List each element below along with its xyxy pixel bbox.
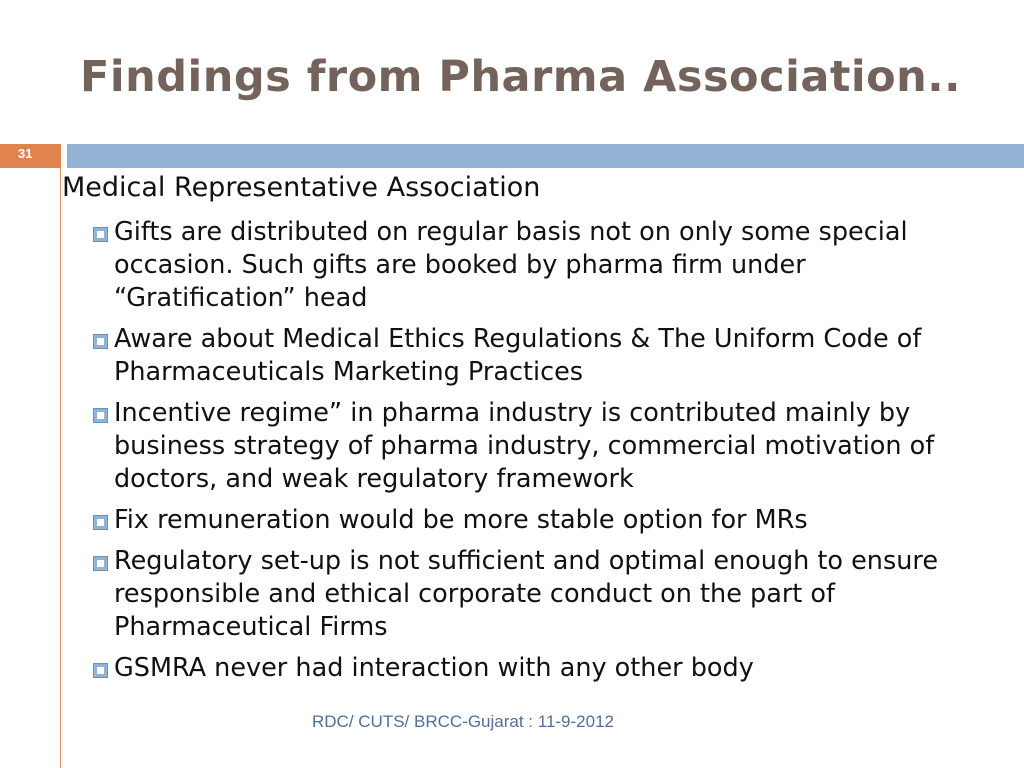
section-heading: Medical Representative Association [62, 172, 541, 203]
square-bullet-icon [93, 408, 108, 423]
slide-footer: RDC/ CUTS/ BRCC-Gujarat : 11-9-2012 [312, 712, 614, 731]
bullet-text: Aware about Medical Ethics Regulations & The Uniform Code of Pharmaceuticals Marketing Practices [114, 324, 922, 387]
bullet-item [93, 545, 973, 644]
bullet-item [93, 652, 973, 685]
slide-title: Findings from Pharma Association.. [80, 52, 961, 102]
bullet-item [93, 323, 973, 389]
square-bullet-icon [93, 227, 108, 242]
bullet-item [93, 397, 973, 496]
square-bullet-icon [93, 663, 108, 678]
square-bullet-icon [93, 334, 108, 349]
bullet-text: Fix remuneration would be more stable option for MRs [114, 505, 808, 535]
bullet-text: Gifts are distributed on regular basis not on only some special occasion. Such gifts are booked by pharma firm under “Gratification” head [114, 217, 908, 313]
square-bullet-icon [93, 556, 108, 571]
left-divider [60, 168, 61, 768]
slide-number: 31 [18, 146, 33, 161]
bullet-text: GSMRA never had interaction with any other body [114, 653, 754, 683]
bullet-text: Incentive regime” in pharma industry is contributed mainly by business strategy of pharma industry, commercial motivation of doctors, and weak regulatory framework [114, 398, 935, 494]
bullet-text: Regulatory set-up is not sufficient and optimal enough to ensure responsible and ethical corporate conduct on the part of Pharmaceutical Firms [114, 546, 939, 642]
bullet-item [93, 216, 973, 315]
square-bullet-icon [93, 515, 108, 530]
bullet-list [93, 216, 973, 693]
bullet-item [93, 504, 973, 537]
accent-bar [67, 144, 1024, 168]
